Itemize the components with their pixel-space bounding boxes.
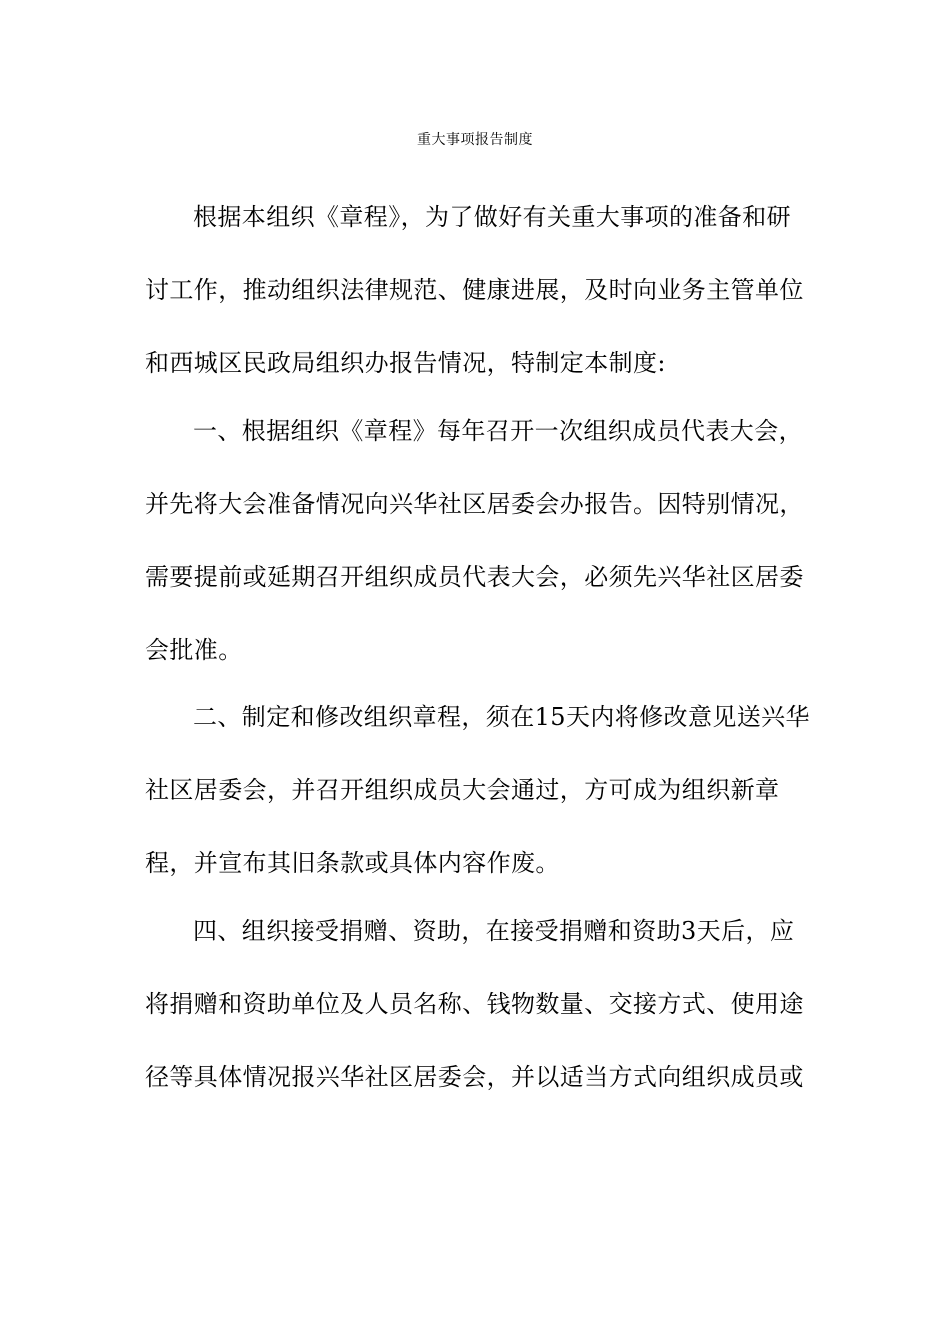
paragraph-line: 和西城区民政局组织办报告情况，特制定本制度: xyxy=(145,349,666,377)
paragraph-line: 四、组织接受捐赠、资助，在接受捐赠和资助3天后，应 xyxy=(193,917,795,945)
paragraph-line: 根据本组织《章程》，为了做好有关重大事项的准备和研 xyxy=(193,203,791,231)
paragraph-line: 讨工作，推动组织法律规范、健康进展，及时向业务主管单位 xyxy=(145,276,804,304)
paragraph-line: 会批准。 xyxy=(145,636,243,664)
paragraph-line: 径等具体情况报兴华社区居委会，并以适当方式向组织成员或 xyxy=(145,1063,804,1091)
paragraph-line: 一、根据组织《章程》每年召开一次组织成员代表大会， xyxy=(193,417,803,445)
paragraph-line: 并先将大会准备情况向兴华社区居委会办报告。因特别情况， xyxy=(145,490,804,518)
paragraph-line: 社区居委会，并召开组织成员大会通过，方可成为组织新章 xyxy=(145,776,780,804)
paragraph-line: 二、制定和修改组织章程，须在15天内将修改意见送兴华 xyxy=(193,703,810,731)
paragraph-line: 将捐赠和资助单位及人员名称、钱物数量、交接方式、使用途 xyxy=(145,990,804,1018)
paragraph-line: 需要提前或延期召开组织成员代表大会，必须先兴华社区居委 xyxy=(145,563,804,591)
paragraph-line: 程，并宣布其旧条款或具体内容作废。 xyxy=(145,849,560,877)
document-title: 重大事项报告制度 xyxy=(417,132,533,148)
